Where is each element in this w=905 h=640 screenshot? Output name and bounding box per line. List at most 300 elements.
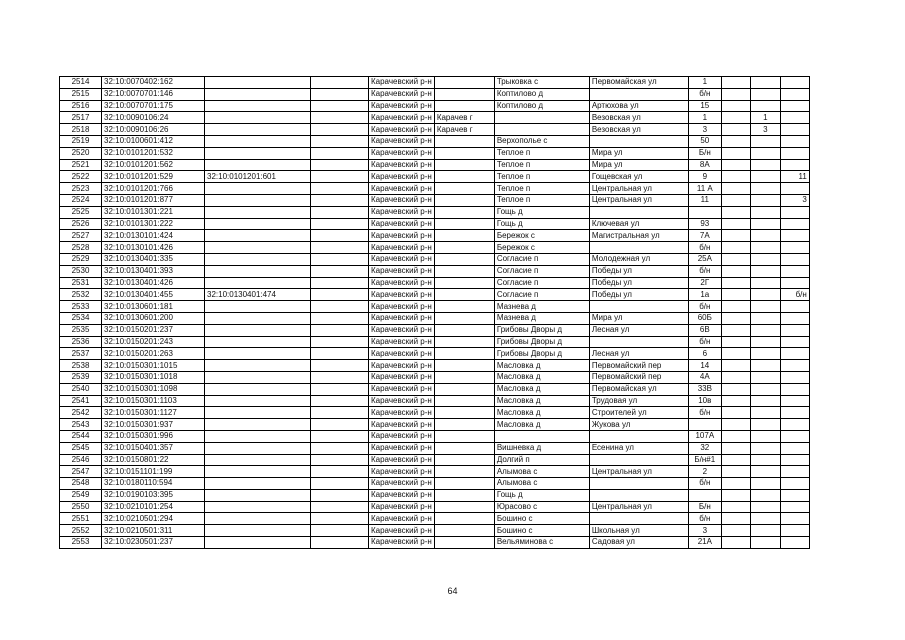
building-cell (721, 194, 750, 206)
apartment-cell (780, 407, 809, 419)
street-cell (589, 206, 688, 218)
apartment-cell (780, 77, 809, 89)
city-cell (434, 348, 494, 360)
cadastral-number-cell: 32:10:0150201:243 (102, 336, 205, 348)
settlement-cell: Алымова с (494, 478, 589, 490)
empty-cell (311, 407, 369, 419)
cadastral-number-cell: 32:10:0130101:424 (102, 230, 205, 242)
city-cell (434, 525, 494, 537)
structure-cell (750, 253, 780, 265)
city-cell (434, 277, 494, 289)
apartment-cell (780, 100, 809, 112)
apartment-cell (780, 312, 809, 324)
linked-cadastral-cell (205, 218, 311, 230)
cadastral-number-cell: 32:10:0130401:393 (102, 265, 205, 277)
cadastral-number-cell: 32:10:0130401:455 (102, 289, 205, 301)
linked-cadastral-cell (205, 124, 311, 136)
city-cell (434, 159, 494, 171)
linked-cadastral-cell (205, 147, 311, 159)
settlement-cell: Масловка д (494, 371, 589, 383)
city-cell (434, 513, 494, 525)
district-cell: Карачевский р-н (369, 478, 435, 490)
linked-cadastral-cell (205, 253, 311, 265)
table-row (60, 77, 810, 89)
structure-cell (750, 147, 780, 159)
structure-cell (750, 171, 780, 183)
structure-cell (750, 454, 780, 466)
district-cell: Карачевский р-н (369, 312, 435, 324)
house-cell: 50 (688, 135, 721, 147)
row-number-cell: 2523 (60, 183, 102, 195)
cadastral-number-cell: 32:10:0150201:237 (102, 324, 205, 336)
structure-cell (750, 77, 780, 89)
house-cell: 3 (688, 525, 721, 537)
street-cell: Есенина ул (589, 442, 688, 454)
city-cell (434, 242, 494, 254)
apartment-cell (780, 336, 809, 348)
table-row (60, 277, 810, 289)
row-number-cell: 2550 (60, 501, 102, 513)
apartment-cell (780, 419, 809, 431)
empty-cell (311, 513, 369, 525)
apartment-cell (780, 489, 809, 501)
structure-cell (750, 183, 780, 195)
linked-cadastral-cell (205, 360, 311, 372)
settlement-cell: Трыковка с (494, 77, 589, 89)
row-number-cell: 2541 (60, 395, 102, 407)
empty-cell (311, 77, 369, 89)
table-row (60, 147, 810, 159)
street-cell (589, 135, 688, 147)
apartment-cell (780, 501, 809, 513)
building-cell (721, 277, 750, 289)
city-cell (434, 419, 494, 431)
settlement-cell: Бережок с (494, 242, 589, 254)
street-cell: Магистральная ул (589, 230, 688, 242)
apartment-cell (780, 265, 809, 277)
settlement-cell: Долгий п (494, 454, 589, 466)
street-cell: Первомайская ул (589, 383, 688, 395)
structure-cell (750, 478, 780, 490)
district-cell: Карачевский р-н (369, 466, 435, 478)
structure-cell (750, 100, 780, 112)
structure-cell (750, 312, 780, 324)
street-cell: Везовская ул (589, 124, 688, 136)
street-cell: Мира ул (589, 159, 688, 171)
cadastral-number-cell: 32:10:0150301:1015 (102, 360, 205, 372)
city-cell (434, 218, 494, 230)
structure-cell (750, 501, 780, 513)
city-cell (434, 265, 494, 277)
house-cell: 8А (688, 159, 721, 171)
settlement-cell: Мазнева д (494, 312, 589, 324)
row-number-cell: 2549 (60, 489, 102, 501)
settlement-cell (494, 112, 589, 124)
city-cell (434, 336, 494, 348)
district-cell: Карачевский р-н (369, 242, 435, 254)
house-cell: б/н (688, 407, 721, 419)
structure-cell (750, 513, 780, 525)
empty-cell (311, 312, 369, 324)
empty-cell (311, 442, 369, 454)
empty-cell (311, 218, 369, 230)
cadastral-number-cell: 32:10:0101201:766 (102, 183, 205, 195)
city-cell (434, 478, 494, 490)
cadastral-number-cell: 32:10:0101201:877 (102, 194, 205, 206)
cadastral-number-cell: 32:10:0150301:1098 (102, 383, 205, 395)
row-number-cell: 2553 (60, 537, 102, 549)
building-cell (721, 253, 750, 265)
street-cell (589, 301, 688, 313)
street-cell: Садовая ул (589, 537, 688, 549)
table-row (60, 135, 810, 147)
building-cell (721, 442, 750, 454)
structure-cell (750, 265, 780, 277)
house-cell: 2 (688, 466, 721, 478)
apartment-cell (780, 135, 809, 147)
linked-cadastral-cell (205, 324, 311, 336)
settlement-cell: Верхополье с (494, 135, 589, 147)
linked-cadastral-cell (205, 159, 311, 171)
row-number-cell: 2517 (60, 112, 102, 124)
city-cell (434, 171, 494, 183)
empty-cell (311, 395, 369, 407)
house-cell: 1 (688, 112, 721, 124)
district-cell: Карачевский р-н (369, 265, 435, 277)
row-number-cell: 2528 (60, 242, 102, 254)
building-cell (721, 124, 750, 136)
building-cell (721, 430, 750, 442)
cadastral-number-cell: 32:10:0130401:426 (102, 277, 205, 289)
building-cell (721, 100, 750, 112)
settlement-cell: Бошино с (494, 525, 589, 537)
district-cell: Карачевский р-н (369, 112, 435, 124)
district-cell: Карачевский р-н (369, 277, 435, 289)
house-cell: 6 (688, 348, 721, 360)
apartment-cell (780, 348, 809, 360)
house-cell: 107А (688, 430, 721, 442)
cadastral-number-cell: 32:10:0090106:26 (102, 124, 205, 136)
linked-cadastral-cell (205, 513, 311, 525)
apartment-cell (780, 395, 809, 407)
settlement-cell: Согласие п (494, 265, 589, 277)
settlement-cell (494, 430, 589, 442)
empty-cell (311, 277, 369, 289)
row-number-cell: 2544 (60, 430, 102, 442)
house-cell: 21А (688, 537, 721, 549)
empty-cell (311, 489, 369, 501)
settlement-cell: Коптилово д (494, 100, 589, 112)
building-cell (721, 242, 750, 254)
settlement-cell: Мазнева д (494, 301, 589, 313)
apartment-cell (780, 478, 809, 490)
apartment-cell: б/н (780, 289, 809, 301)
cadastral-number-cell: 32:10:0150301:996 (102, 430, 205, 442)
building-cell (721, 348, 750, 360)
structure-cell (750, 430, 780, 442)
cadastral-number-cell: 32:10:0150301:937 (102, 419, 205, 431)
table-row (60, 383, 810, 395)
district-cell: Карачевский р-н (369, 171, 435, 183)
row-number-cell: 2526 (60, 218, 102, 230)
district-cell: Карачевский р-н (369, 301, 435, 313)
settlement-cell: Согласие п (494, 253, 589, 265)
city-cell (434, 489, 494, 501)
linked-cadastral-cell (205, 301, 311, 313)
empty-cell (311, 501, 369, 513)
building-cell (721, 360, 750, 372)
city-cell (434, 537, 494, 549)
building-cell (721, 171, 750, 183)
table-row (60, 289, 810, 301)
settlement-cell (494, 124, 589, 136)
structure-cell (750, 242, 780, 254)
house-cell: 7А (688, 230, 721, 242)
settlement-cell: Масловка д (494, 395, 589, 407)
house-cell: б/н (688, 265, 721, 277)
house-cell: 1 (688, 77, 721, 89)
linked-cadastral-cell (205, 336, 311, 348)
structure-cell (750, 159, 780, 171)
empty-cell (311, 194, 369, 206)
apartment-cell (780, 112, 809, 124)
table-row (60, 489, 810, 501)
street-cell (589, 478, 688, 490)
apartment-cell (780, 206, 809, 218)
street-cell (589, 242, 688, 254)
cadastral-number-cell: 32:10:0230501:237 (102, 537, 205, 549)
linked-cadastral-cell: 32:10:0130401:474 (205, 289, 311, 301)
district-cell: Карачевский р-н (369, 100, 435, 112)
street-cell (589, 336, 688, 348)
empty-cell (311, 112, 369, 124)
district-cell: Карачевский р-н (369, 348, 435, 360)
city-cell (434, 442, 494, 454)
city-cell (434, 88, 494, 100)
city-cell (434, 100, 494, 112)
house-cell: 4А (688, 371, 721, 383)
registry-table-body (60, 77, 810, 549)
empty-cell (311, 206, 369, 218)
house-cell: 3 (688, 124, 721, 136)
house-cell: 10в (688, 395, 721, 407)
table-row (60, 301, 810, 313)
linked-cadastral-cell (205, 383, 311, 395)
building-cell (721, 112, 750, 124)
table-row (60, 501, 810, 513)
house-cell (688, 419, 721, 431)
house-cell: 32 (688, 442, 721, 454)
cadastral-number-cell: 32:10:0070701:146 (102, 88, 205, 100)
row-number-cell: 2516 (60, 100, 102, 112)
row-number-cell: 2524 (60, 194, 102, 206)
empty-cell (311, 171, 369, 183)
empty-cell (311, 301, 369, 313)
table-row (60, 419, 810, 431)
linked-cadastral-cell (205, 454, 311, 466)
house-cell: Б/н#1 (688, 454, 721, 466)
house-cell: 6В (688, 324, 721, 336)
street-cell (589, 489, 688, 501)
city-cell (434, 466, 494, 478)
settlement-cell: Масловка д (494, 383, 589, 395)
settlement-cell: Согласие п (494, 277, 589, 289)
structure-cell (750, 230, 780, 242)
house-cell: 15 (688, 100, 721, 112)
street-cell: Центральная ул (589, 466, 688, 478)
district-cell: Карачевский р-н (369, 159, 435, 171)
cadastral-number-cell: 32:10:0101201:532 (102, 147, 205, 159)
structure-cell (750, 88, 780, 100)
empty-cell (311, 88, 369, 100)
building-cell (721, 289, 750, 301)
cadastral-number-cell: 32:10:0130601:200 (102, 312, 205, 324)
linked-cadastral-cell (205, 88, 311, 100)
street-cell (589, 454, 688, 466)
settlement-cell: Теплое п (494, 194, 589, 206)
structure-cell (750, 360, 780, 372)
empty-cell (311, 525, 369, 537)
table-row (60, 183, 810, 195)
linked-cadastral-cell (205, 206, 311, 218)
table-row (60, 159, 810, 171)
settlement-cell: Масловка д (494, 360, 589, 372)
city-cell (434, 383, 494, 395)
city-cell (434, 301, 494, 313)
apartment-cell (780, 218, 809, 230)
house-cell: 2Г (688, 277, 721, 289)
row-number-cell: 2538 (60, 360, 102, 372)
empty-cell (311, 265, 369, 277)
table-row (60, 430, 810, 442)
district-cell: Карачевский р-н (369, 525, 435, 537)
linked-cadastral-cell (205, 442, 311, 454)
linked-cadastral-cell (205, 265, 311, 277)
table-row (60, 88, 810, 100)
city-cell (434, 147, 494, 159)
linked-cadastral-cell (205, 407, 311, 419)
building-cell (721, 324, 750, 336)
linked-cadastral-cell (205, 466, 311, 478)
cadastral-number-cell: 32:10:0190103:395 (102, 489, 205, 501)
linked-cadastral-cell (205, 194, 311, 206)
settlement-cell: Грибовы Дворы д (494, 348, 589, 360)
table-row (60, 336, 810, 348)
table-row (60, 230, 810, 242)
settlement-cell: Масловка д (494, 419, 589, 431)
apartment-cell (780, 537, 809, 549)
street-cell (589, 430, 688, 442)
settlement-cell: Бошино с (494, 513, 589, 525)
building-cell (721, 513, 750, 525)
city-cell (434, 324, 494, 336)
row-number-cell: 2522 (60, 171, 102, 183)
table-row (60, 124, 810, 136)
structure-cell (750, 135, 780, 147)
row-number-cell: 2530 (60, 265, 102, 277)
street-cell: Победы ул (589, 277, 688, 289)
city-cell (434, 206, 494, 218)
city-cell (434, 430, 494, 442)
empty-cell (311, 371, 369, 383)
apartment-cell (780, 442, 809, 454)
street-cell (589, 513, 688, 525)
cadastral-number-cell: 32:10:0101201:529 (102, 171, 205, 183)
table-row (60, 324, 810, 336)
table-row (60, 242, 810, 254)
apartment-cell (780, 371, 809, 383)
table-row (60, 407, 810, 419)
table-row (60, 466, 810, 478)
structure-cell (750, 301, 780, 313)
building-cell (721, 88, 750, 100)
row-number-cell: 2518 (60, 124, 102, 136)
row-number-cell: 2551 (60, 513, 102, 525)
street-cell: Центральная ул (589, 501, 688, 513)
cadastral-number-cell: 32:10:0150801:22 (102, 454, 205, 466)
structure-cell (750, 537, 780, 549)
street-cell: Везовская ул (589, 112, 688, 124)
row-number-cell: 2547 (60, 466, 102, 478)
apartment-cell (780, 253, 809, 265)
empty-cell (311, 159, 369, 171)
apartment-cell (780, 301, 809, 313)
row-number-cell: 2532 (60, 289, 102, 301)
cadastral-number-cell: 32:10:0150301:1127 (102, 407, 205, 419)
city-cell (434, 395, 494, 407)
row-number-cell: 2536 (60, 336, 102, 348)
building-cell (721, 312, 750, 324)
district-cell: Карачевский р-н (369, 324, 435, 336)
linked-cadastral-cell (205, 230, 311, 242)
table-row (60, 371, 810, 383)
row-number-cell: 2552 (60, 525, 102, 537)
row-number-cell: 2527 (60, 230, 102, 242)
building-cell (721, 501, 750, 513)
row-number-cell: 2540 (60, 383, 102, 395)
empty-cell (311, 289, 369, 301)
street-cell: Мира ул (589, 312, 688, 324)
structure-cell (750, 336, 780, 348)
district-cell: Карачевский р-н (369, 289, 435, 301)
empty-cell (311, 336, 369, 348)
apartment-cell (780, 383, 809, 395)
cadastral-number-cell: 32:10:0130401:335 (102, 253, 205, 265)
building-cell (721, 206, 750, 218)
linked-cadastral-cell (205, 277, 311, 289)
cadastral-number-cell: 32:10:0090106:24 (102, 112, 205, 124)
table-row (60, 194, 810, 206)
row-number-cell: 2521 (60, 159, 102, 171)
row-number-cell: 2531 (60, 277, 102, 289)
district-cell: Карачевский р-н (369, 371, 435, 383)
house-cell: Б/н (688, 147, 721, 159)
empty-cell (311, 537, 369, 549)
building-cell (721, 183, 750, 195)
row-number-cell: 2539 (60, 371, 102, 383)
city-cell (434, 135, 494, 147)
apartment-cell: 3 (780, 194, 809, 206)
table-row (60, 348, 810, 360)
building-cell (721, 525, 750, 537)
district-cell: Карачевский р-н (369, 419, 435, 431)
city-cell (434, 253, 494, 265)
building-cell (721, 537, 750, 549)
row-number-cell: 2543 (60, 419, 102, 431)
row-number-cell: 2535 (60, 324, 102, 336)
city-cell (434, 183, 494, 195)
city-cell (434, 289, 494, 301)
